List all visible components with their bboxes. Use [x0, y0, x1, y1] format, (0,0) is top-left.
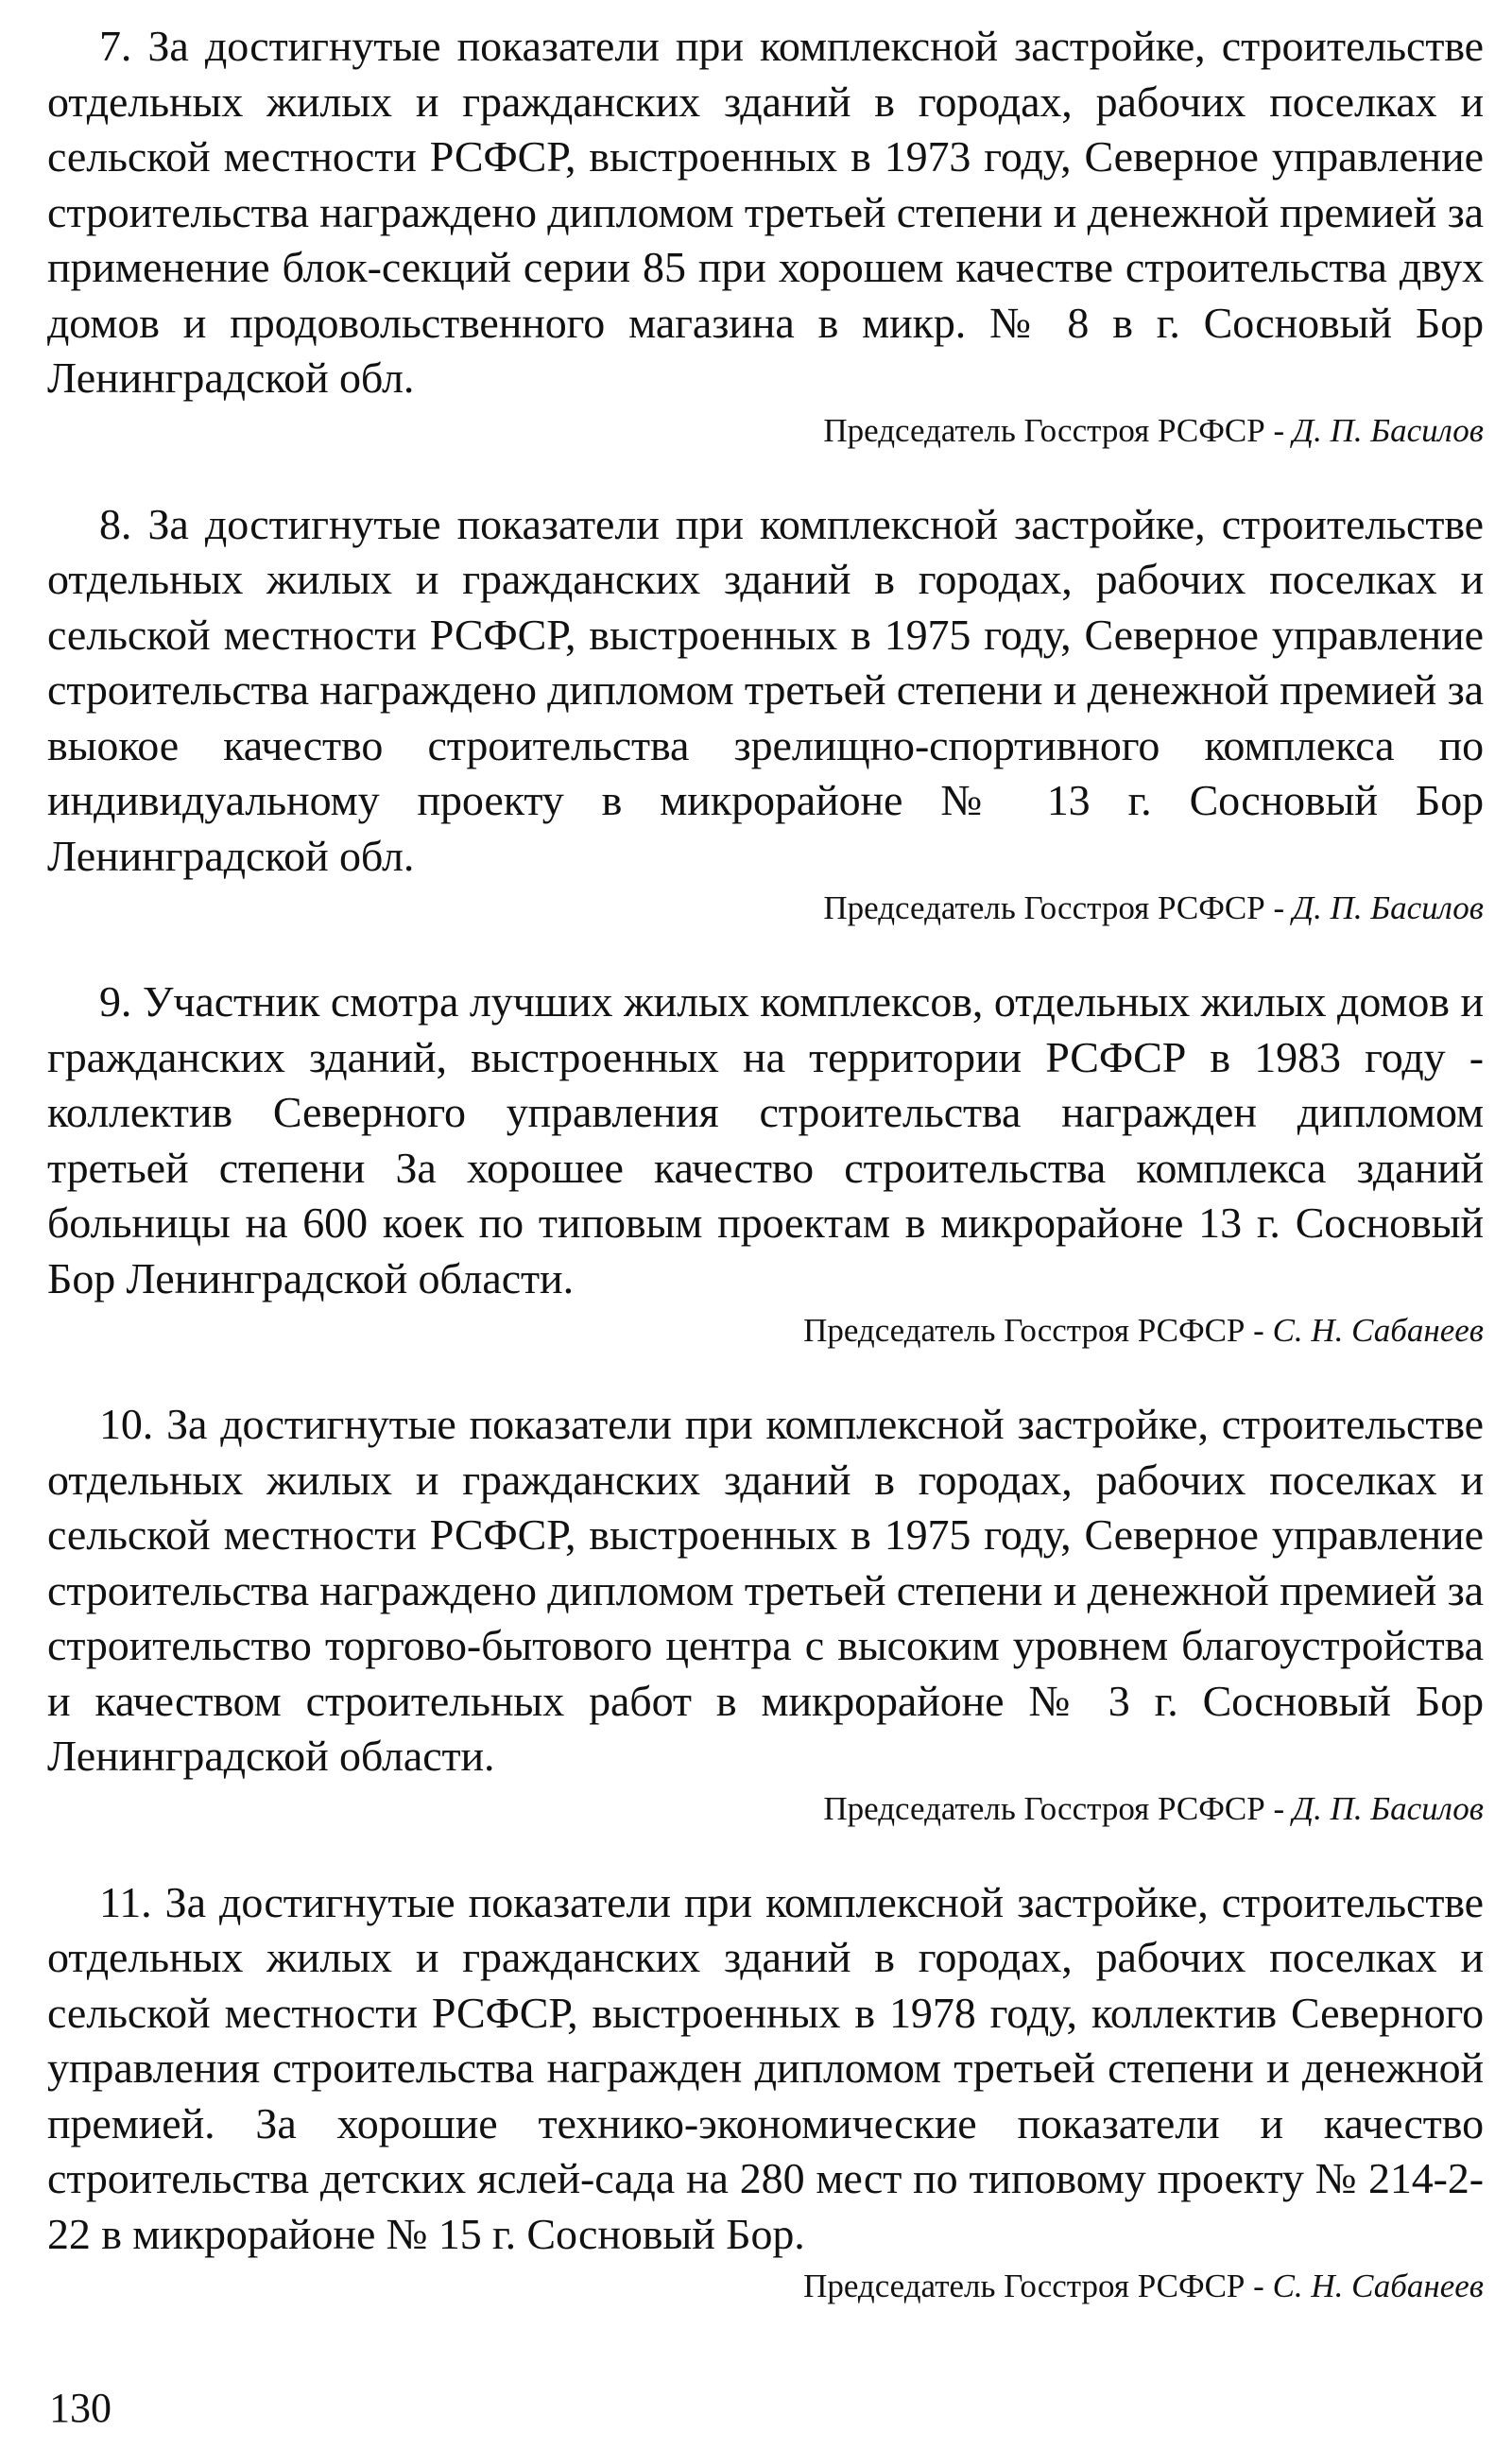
- award-text: 7. За достигнутые показатели при комплексной застройке, строительстве отдельных жилых и гражданских зданий в городах, рабочих поселках и сельской местности РСФСР, выстроенных в 1973 году, Северное управление строительства награждено дипломом третьей степени и денежной премией за применение блок-секций серии 85 при хорошем качестве строительства двух домов и продовольственного магазина в микр. № 8 в г. Сосновый Бор Ленинградской обл.: [47, 22, 1484, 402]
- signature-title: Председатель Госстроя РСФСР -: [803, 1312, 1273, 1349]
- signature-line: [47, 1310, 1484, 1352]
- signature-title: Председатель Госстроя РСФСР -: [823, 1789, 1293, 1827]
- signature-name: Д. П. Басилов: [1292, 889, 1484, 926]
- document-page: [47, 19, 1484, 2307]
- award-text: 8. За достигнутые показатели при комплексной застройке, строительстве отдельных жилых и гражданских зданий в городах, рабочих поселках и сельской местности РСФСР, выстроенных в 1975 году, Северное управление строительства награждено дипломом третьей степени и денежной премией за выокое качество строительства зрелищно-спортивного комплекса по индивидуальному проекту в микрорайоне № 13 г. Сосновый Бор Ленинградской обл.: [47, 499, 1484, 880]
- signature-line: [47, 410, 1484, 452]
- signature-name: Д. П. Басилов: [1292, 1789, 1484, 1827]
- award-entry-7: [47, 19, 1484, 452]
- signature-name: Д. П. Басилов: [1292, 411, 1484, 449]
- signature-line: [47, 1788, 1484, 1830]
- signature-name: С. Н. Сабанеев: [1272, 2268, 1484, 2304]
- signature-title: Председатель Госстроя РСФСР -: [823, 411, 1293, 449]
- page-number: 130: [49, 2385, 112, 2431]
- award-entry-9: [47, 974, 1484, 1352]
- spacer: [47, 1830, 1484, 1875]
- signature-title: Председатель Госстроя РСФСР -: [803, 2268, 1273, 2304]
- award-entry-8: [47, 497, 1484, 930]
- spacer: [47, 452, 1484, 497]
- spacer: [47, 1352, 1484, 1397]
- award-text: 10. За достигнутые показатели при комплексной застройке, строительстве отдельных жилых и гражданских зданий в городах, рабочих поселках и сельской местности РСФСР, выстроенных в 1975 году, Северное управление строительства награждено дипломом третьей степени и денежной премией за строительство торгово-бытового центра с высоким уровнем благоустройства и качеством строительных работ в микрорайоне № 3 г. Сосновый Бор Ленинградской области.: [47, 1400, 1484, 1780]
- signature-name: С. Н. Сабанеев: [1272, 1312, 1484, 1349]
- signature-line: [47, 888, 1484, 929]
- spacer: [47, 929, 1484, 974]
- award-entry-10: [47, 1397, 1484, 1830]
- award-entry-11: [47, 1875, 1484, 2308]
- award-text: 9. Участник смотра лучших жилых комплексов, отдельных жилых домов и гражданских зданий, выстроенных на территории РСФСР в 1983 году - коллектив Северного управления строительства награжден дипломом третьей степени За хорошее качество строительства комплекса зданий больницы на 600 коек по типовым проектам в микрорайоне 13 г. Сосновый Бор Ленинградской области.: [47, 977, 1484, 1302]
- award-text: 11. За достигнутые показатели при комплексной застройке, строительстве отдельных жилых и гражданских зданий в городах, рабочих поселках и сельской местности РСФСР, выстроенных в 1978 году, коллектив Северного управления строительства награжден дипломом третьей степени и денежной премией. За хорошие технико-экономические показатели и качество строительства детских яслей-сада на 280 мест по типовому проекту № 214-2-22 в микрорайоне № 15 г. Сосновый Бор.: [47, 1877, 1484, 2258]
- signature-line: [47, 2266, 1484, 2307]
- signature-title: Председатель Госстроя РСФСР -: [823, 889, 1293, 926]
